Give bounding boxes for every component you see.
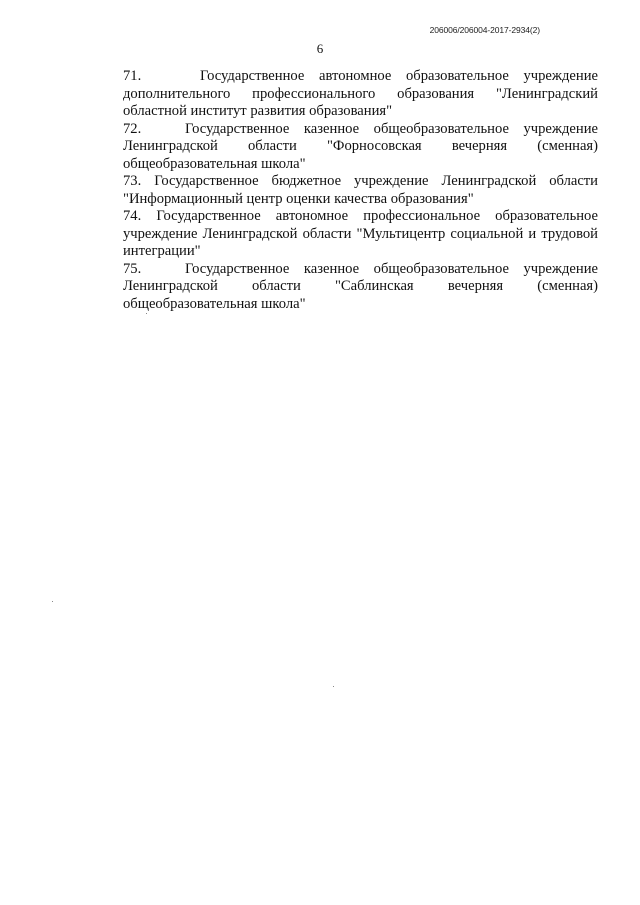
item-text-line: Государственное бюджетное учреждение Ленинградской области (154, 173, 598, 189)
item-text-line: Ленинградской области "Форносовская вечерняя (сменная) (123, 138, 598, 154)
item-text-line: общеобразовательная школа" (123, 295, 306, 312)
item-number: 73. (123, 173, 142, 189)
item-number: 72. (123, 120, 142, 137)
item-text-line: "Информационный центр оценки качества образования" (123, 190, 474, 207)
list-item-73 (96, 173, 598, 208)
item-text-line: учреждение Ленинградской области "Мультицентр социальной и трудовой (123, 225, 598, 242)
list-item-71 (96, 68, 598, 121)
institution-list (96, 68, 598, 313)
item-text-line: дополнительного профессионального образования "Ленинградский (123, 85, 598, 102)
item-text-line: Государственное автономное образовательное учреждение (199, 68, 598, 84)
scan-speck (146, 313, 147, 314)
scan-speck (52, 601, 53, 602)
item-text-line: Государственное казенное общеобразовательное учреждение (184, 120, 598, 137)
scan-speck (333, 686, 334, 687)
item-text-line: общеобразовательная школа" (123, 155, 306, 172)
item-text-line: Ленинградской области "Саблинская вечерняя (сменная) (123, 278, 598, 294)
list-item-74 (96, 208, 598, 261)
item-number: 74. (123, 208, 142, 224)
item-number: 71. (123, 68, 142, 84)
list-item-72 (96, 121, 598, 174)
page-number: 6 (316, 41, 324, 56)
document-id: 206006/206004-2017-2934(2) (429, 25, 540, 35)
item-text-line: Государственное автономное профессиональное образовательное (156, 208, 598, 224)
item-text-line: областной институт развития образования" (123, 103, 393, 119)
item-text-line: интеграции" (123, 243, 201, 259)
list-item-75 (96, 261, 598, 314)
item-number: 75. (123, 260, 142, 277)
item-text-line: Государственное казенное общеобразовательное учреждение (184, 260, 598, 277)
